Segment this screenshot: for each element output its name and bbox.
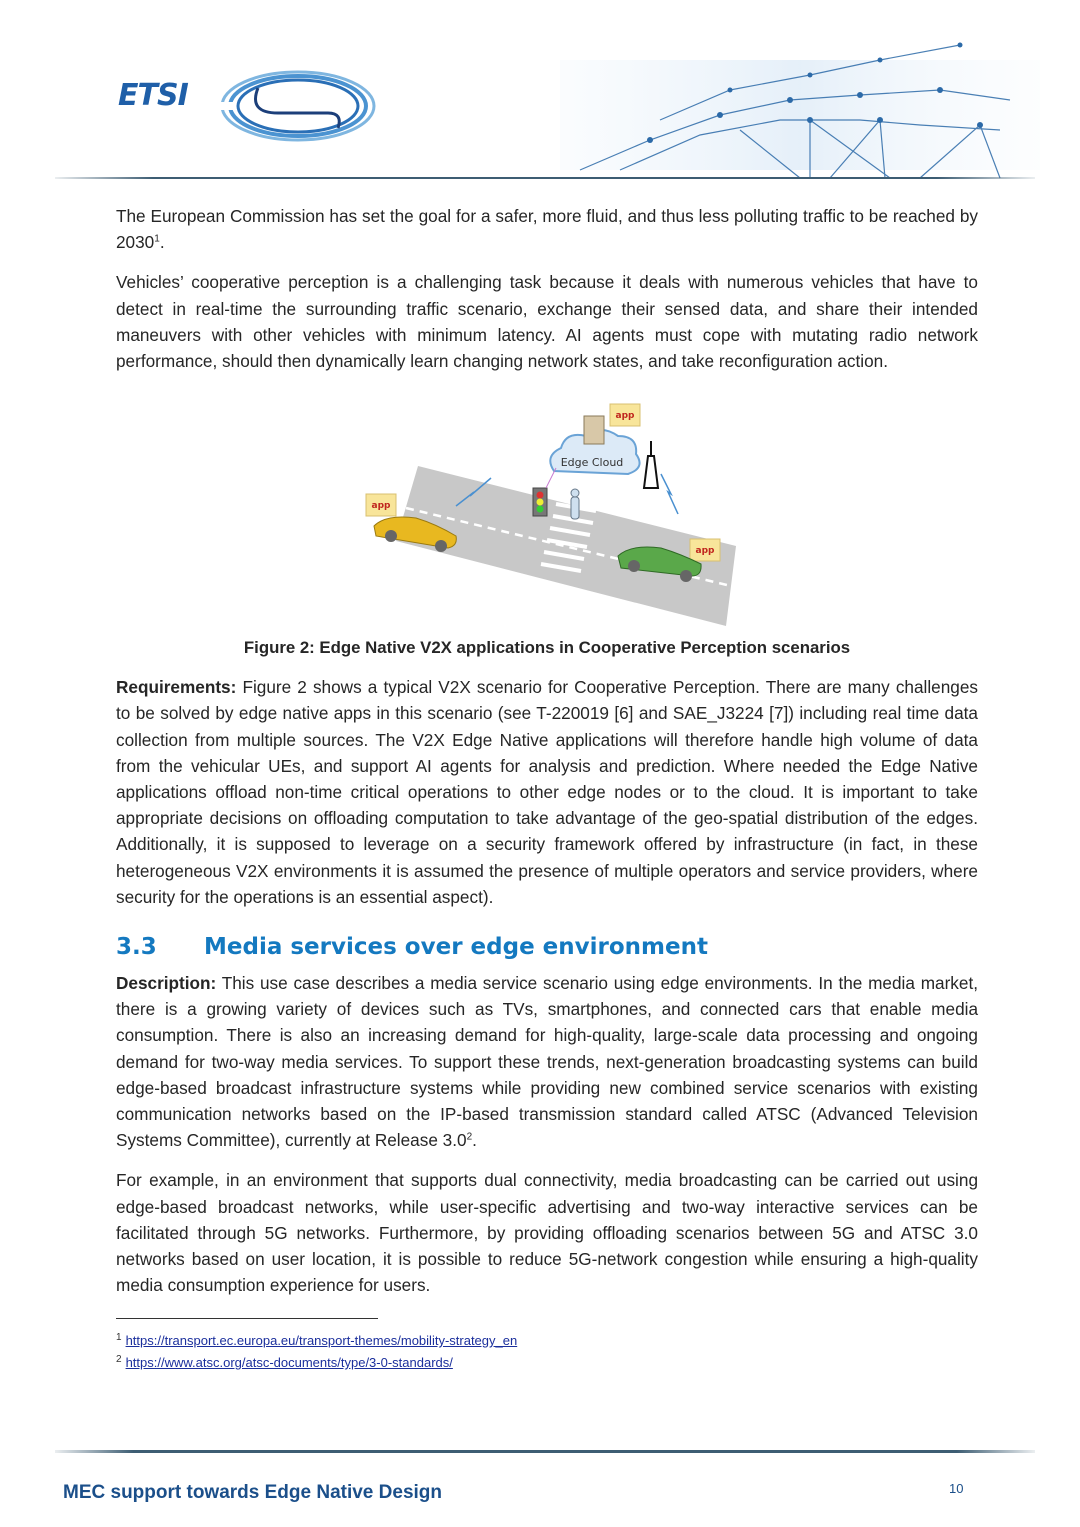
footnote-number: 2	[116, 1353, 122, 1365]
cooperative-perception-paragraph: Vehicles’ cooperative perception is a challenging task because it deals with numerous vehicles that have to detect in real-time the surrounding traffic scenario, exchange their sensed data, and share their intended maneuvers with other vehicles with minimum latency. AI agents must cope with mutating radio network performance, should then dynamically learn changing network states, and take reconfiguration action.	[116, 272, 978, 372]
example-paragraph: For example, in an environment that supports dual connectivity, media broadcasting can be carried out using edge-based broadcast networks, while user-specific advertising and two-way interactive services can be facilitated through 5G networks. Furthermore, by providing offloading scenarios between 5G and ATSC 3.0 networks based on user location, it is possible to reduce 5G-network congestion while ensuring a high-quality media consumption experience for users.	[116, 1170, 978, 1296]
requirements-text: Figure 2 shows a typical V2X scenario for Cooperative Perception. There are many challenges to be solved by edge native apps in this scenario (see T-220019 [6] and SAE_J3224 [7]) including real time data collection from multiple sources. The V2X Edge Native applications will therefore handle high volume of data from the vehicular UEs, and support AI agents for analysis and prediction. Where needed the Edge Native applications offload non-time critical operations to other edge nodes or to the cloud. It is important to take appropriate decisions on offloading computation to take advantage of the geo-spatial distribution of the edges. Additionally, it is supposed to leverage on a security framework offered by infrastructure (in fact, in these heterogeneous V2X environments it is assumed the presence of multiple operators and service providers, where security for the operations is an essential aspect).	[116, 677, 978, 907]
header-divider	[55, 177, 1035, 179]
description-end: .	[472, 1130, 477, 1151]
footnotes	[116, 1330, 517, 1374]
footnote-link[interactable]: https://www.atsc.org/atsc-documents/type/3-0-standards/	[125, 1355, 453, 1370]
footer-divider	[55, 1450, 1035, 1453]
section-title: Media services over edge environment	[204, 934, 708, 961]
cloud-label: Edge Cloud	[560, 456, 624, 470]
app-label: app	[615, 411, 635, 422]
description-label: Description:	[116, 973, 217, 994]
footnote-number: 1	[116, 1331, 122, 1343]
v2x-diagram	[356, 396, 746, 632]
app-label: app	[695, 546, 715, 557]
page-header	[0, 0, 1080, 190]
figure-caption: Figure 2: Edge Native V2X applications in Cooperative Perception scenarios	[243, 638, 851, 658]
requirements-paragraph	[116, 674, 978, 910]
description-paragraph	[116, 970, 978, 1153]
app-note-green-car	[690, 539, 720, 561]
antenna-tower-icon	[644, 441, 658, 488]
requirements-label: Requirements:	[116, 677, 237, 698]
etsi-logo	[118, 68, 378, 158]
server-icon	[584, 416, 604, 444]
section-heading	[116, 932, 978, 962]
footnote-ref-1[interactable]: 1	[154, 233, 160, 245]
footnote-2	[116, 1352, 517, 1374]
traffic-light-icon	[533, 488, 547, 516]
network-mesh-decoration	[560, 30, 1040, 180]
description-text: This use case describes a media service scenario using edge environments. In the media market, there is a growing variety of devices such as TVs, smartphones, and connected cars that enable media consumption. There is also an increasing demand for high-quality, large-scale data processing and ongoing demand for two-way media services. To support these trends, next-generation broadcasting systems can build edge-based broadcast infrastructure systems while providing new combined service scenarios with existing communication networks based on the IP-based transmission standard called ATSC (Advanced Television Systems Committee), currently at Release 3.0	[116, 973, 978, 1151]
wireless-link-antenna	[661, 474, 678, 514]
app-note-yellow-car	[366, 494, 396, 516]
logo-text: ETSI	[118, 78, 188, 113]
document-body	[116, 203, 978, 1298]
intro-text: The European Commission has set the goal for a safer, more fluid, and thus less polluting traffic to be reached by 2030	[116, 206, 978, 253]
footer-document-title: MEC support towards Edge Native Design	[63, 1482, 442, 1503]
app-label: app	[371, 501, 391, 512]
figure-v2x-scenario	[116, 396, 978, 632]
intro-paragraph	[116, 203, 978, 255]
page-number: 10	[949, 1481, 964, 1496]
intro-end: .	[159, 232, 165, 253]
footnote-1	[116, 1330, 517, 1352]
logo-swirl-icon	[218, 68, 378, 148]
footnote-link[interactable]: https://transport.ec.europa.eu/transport-themes/mobility-strategy_en	[125, 1333, 518, 1348]
section-number: 3.3	[116, 934, 157, 961]
app-note-cloud	[610, 404, 640, 426]
footnote-ref-2[interactable]: 2	[466, 1131, 473, 1143]
pedestrian-icon	[571, 489, 579, 519]
wired-link	[546, 468, 556, 488]
footnote-divider	[116, 1318, 378, 1319]
